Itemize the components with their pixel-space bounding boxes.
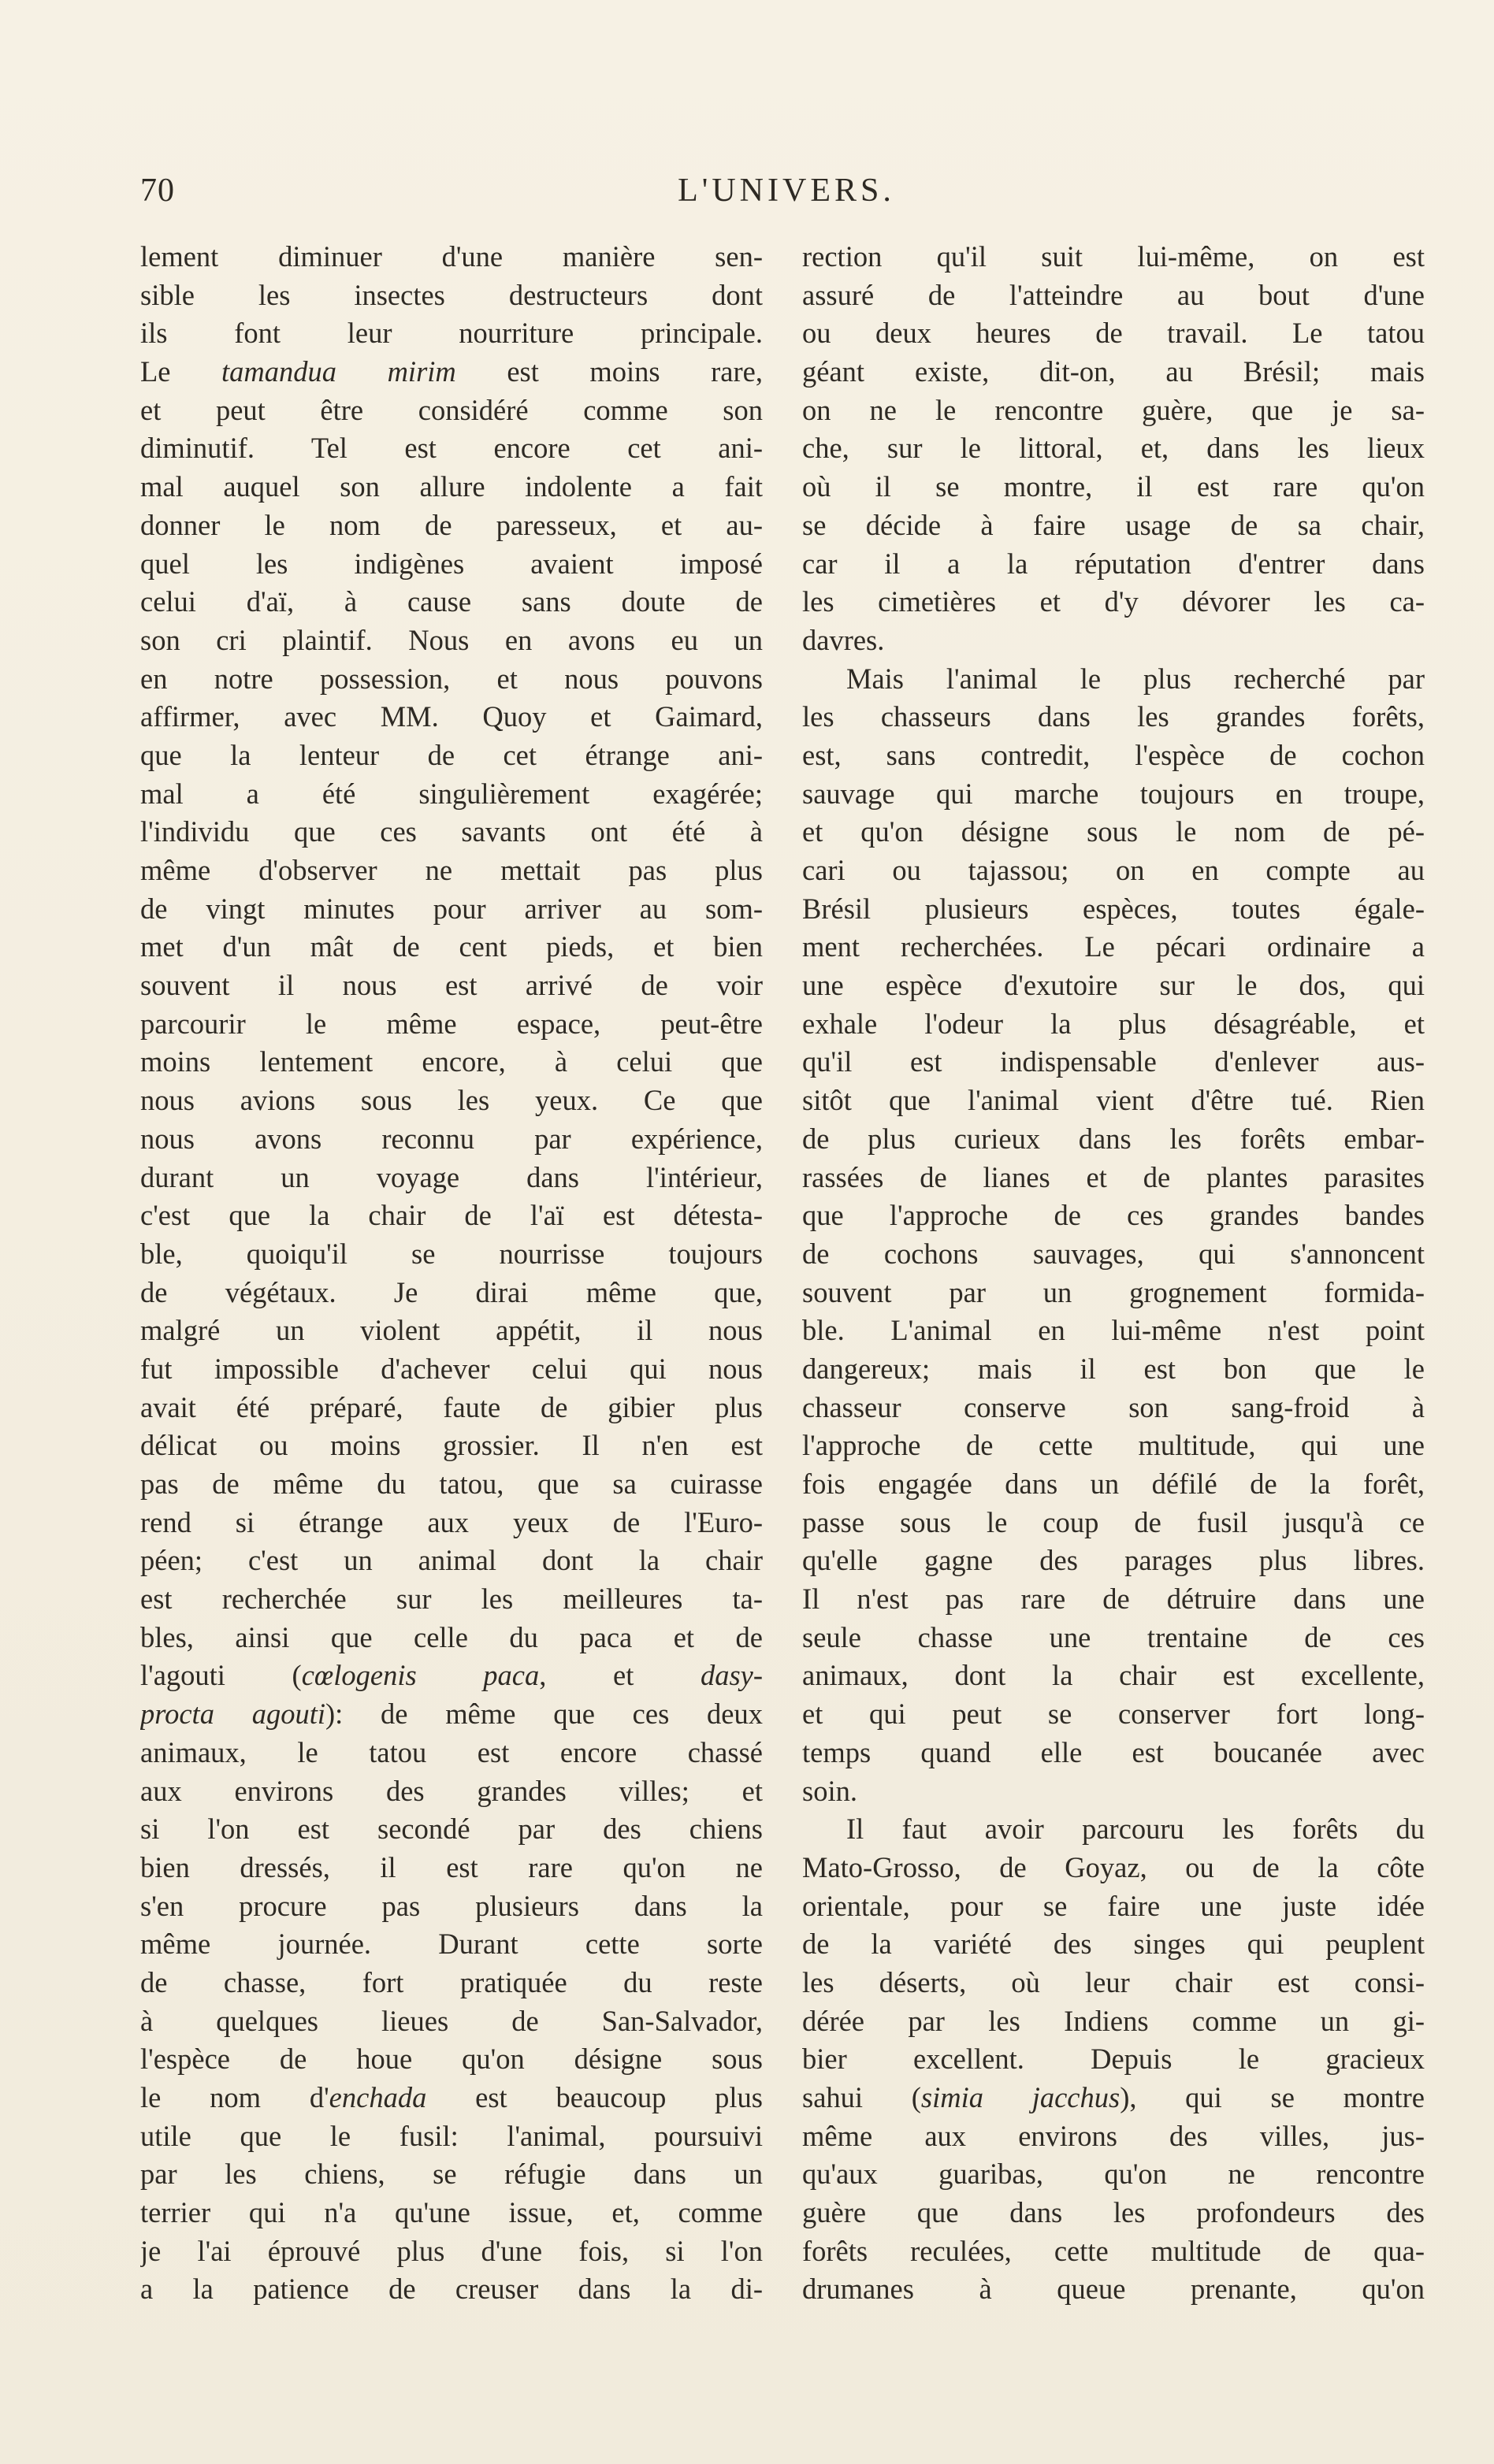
text-line [802, 1810, 1425, 1849]
text-run: temps quand elle est boucanée avec [802, 1735, 1425, 1768]
text-run: l'individu que ces savants ont été à [140, 815, 763, 848]
text-run: ), qui se montre [1120, 2081, 1425, 2113]
text-line [140, 1350, 763, 1389]
text-run: en notre possession, et nous pouvons [140, 662, 763, 695]
text-run: exhale l'odeur la plus désagréable, et [802, 1007, 1425, 1040]
text-run: rend si étrange aux yeux de l'Euro- [140, 1505, 763, 1538]
text-line [140, 1849, 763, 1887]
text-line [140, 1734, 763, 1772]
text-line [140, 1504, 763, 1542]
text-run: à quelques lieues de San-Salvador, [140, 2004, 763, 2037]
text-run: avait été préparé, faute de gibier plus [140, 1390, 763, 1423]
text-line [140, 1274, 763, 1312]
text-line [802, 353, 1425, 391]
text-line [802, 583, 1425, 622]
text-run: ): de même que ces deux [325, 1698, 763, 1731]
text-run: forêts reculées, cette multitude de qua- [802, 2234, 1425, 2267]
text-line [140, 276, 763, 315]
text-run: l'approche de cette multitude, qui une [802, 1429, 1425, 1462]
text-line [802, 429, 1425, 468]
text-run: ils font leur nourriture principale. [140, 317, 763, 350]
text-run: de végétaux. Je dirai même que, [140, 1275, 763, 1308]
text-run: dérée par les Indiens comme un gi- [802, 2004, 1425, 2037]
text-line [802, 2270, 1425, 2309]
right-text-column [802, 238, 1425, 2309]
text-run: parcourir le même espace, peut-être [140, 1007, 763, 1040]
text-run: Mais l'animal le plus recherché par [846, 662, 1425, 695]
text-run: ble. L'animal en lui-même n'est point [802, 1314, 1425, 1347]
text-run: où il se montre, il est rare qu'on [802, 470, 1425, 503]
text-line [802, 1657, 1425, 1695]
text-line [802, 2232, 1425, 2271]
text-run: affirmer, avec MM. Quoy et Gaimard, [140, 700, 763, 733]
text-run: souvent par un grognement formida- [802, 1275, 1425, 1308]
text-run: et qui peut se conserver fort long- [802, 1698, 1425, 1731]
text-line [802, 967, 1425, 1005]
text-run: assuré de l'atteindre au bout d'une [802, 278, 1425, 311]
text-run: nous avions sous les yeux. Ce que [140, 1084, 763, 1117]
text-line [802, 1695, 1425, 1734]
text-line [140, 660, 763, 699]
text-run: on ne le rencontre guère, que je sa- [802, 393, 1425, 426]
text-run: , et [539, 1659, 701, 1692]
text-run: ment recherchées. Le pécari ordinaire a [802, 930, 1425, 963]
text-line [140, 1312, 763, 1350]
text-run: chasseur conserve son sang-froid à [802, 1390, 1425, 1423]
text-line [140, 1657, 763, 1695]
text-run: quel les indigènes avaient imposé [140, 547, 763, 580]
text-line [140, 1082, 763, 1120]
text-line [802, 1542, 1425, 1580]
text-run: de vingt minutes pour arriver au som- [140, 892, 763, 925]
text-line [802, 1925, 1425, 1964]
text-line [802, 1197, 1425, 1235]
text-run: passe sous le coup de fusil jusqu'à ce [802, 1505, 1425, 1538]
text-run: les déserts, où leur chair est consi- [802, 1965, 1425, 1998]
text-run: diminutif. Tel est encore cet ani- [140, 432, 763, 465]
text-run: Il n'est pas rare de détruire dans une [802, 1583, 1425, 1616]
text-run: même d'observer ne mettait pas plus [140, 854, 763, 886]
text-line [140, 2117, 763, 2156]
text-line [140, 507, 763, 545]
text-line [802, 545, 1425, 584]
text-run: sahui ( [802, 2081, 921, 2113]
text-line [140, 1427, 763, 1465]
text-run: je l'ai éprouvé plus d'une fois, si l'on [140, 2234, 763, 2267]
text-run: Brésil plusieurs espèces, toutes égale- [802, 892, 1425, 925]
text-run: animaux, le tatou est encore chassé [140, 1735, 763, 1768]
text-line [802, 1120, 1425, 1159]
text-run: délicat ou moins grossier. Il n'en est [140, 1429, 763, 1462]
text-line [802, 2117, 1425, 2156]
page-header [140, 172, 1433, 219]
text-line [140, 583, 763, 622]
text-line [802, 276, 1425, 315]
text-line [140, 852, 763, 890]
text-run: car il a la réputation d'entrer dans [802, 547, 1425, 580]
text-run: une espèce d'exutoire sur le dos, qui [802, 969, 1425, 1002]
text-line [802, 660, 1425, 699]
text-line [802, 1465, 1425, 1504]
text-line [140, 813, 763, 852]
text-line [140, 1887, 763, 1926]
text-run: sauvage qui marche toujours en troupe, [802, 777, 1425, 810]
text-line [802, 737, 1425, 775]
text-run: fois engagée dans un défilé de la forêt, [802, 1468, 1425, 1500]
text-run: de la variété des singes qui peuplent [802, 1928, 1425, 1961]
italic-term: dasy- [700, 1659, 763, 1692]
text-line [802, 468, 1425, 507]
text-line [802, 1964, 1425, 2002]
text-line [140, 468, 763, 507]
text-run: si l'on est secondé par des chiens [140, 1813, 763, 1846]
text-run: même journée. Durant cette sorte [140, 1928, 763, 1961]
text-run: est, sans contredit, l'espèce de cochon [802, 738, 1425, 771]
text-run: fut impossible d'achever celui qui nous [140, 1352, 763, 1385]
text-line [802, 1005, 1425, 1044]
text-line [802, 2040, 1425, 2079]
text-run: seule chasse une trentaine de ces [802, 1620, 1425, 1653]
text-line [802, 1580, 1425, 1619]
italic-term: simia jacchus [920, 2081, 1120, 2113]
text-line [140, 353, 763, 391]
text-line [140, 1580, 763, 1619]
text-line [140, 545, 763, 584]
text-run: malgré un violent appétit, il nous [140, 1314, 763, 1347]
italic-term: cœlogenis paca [301, 1659, 540, 1692]
text-run: le nom d' [140, 2081, 329, 2113]
text-run: moins lentement encore, à celui que [140, 1045, 763, 1078]
text-run: mal auquel son allure indolente a fait [140, 470, 763, 503]
text-line [140, 890, 763, 929]
text-run: orientale, pour se faire une juste idée [802, 1889, 1425, 1922]
text-line [140, 1005, 763, 1044]
text-run: l'agouti ( [140, 1659, 302, 1692]
text-line [140, 1810, 763, 1849]
text-line [140, 2194, 763, 2232]
text-line [802, 1082, 1425, 1120]
text-run: de cochons sauvages, qui s'annoncent [802, 1237, 1425, 1270]
text-line [140, 1043, 763, 1082]
text-run: pas de même du tatou, que sa cuirasse [140, 1468, 763, 1500]
text-run: qu'aux guaribas, qu'on ne rencontre [802, 2158, 1425, 2191]
text-run: soin. [802, 1774, 857, 1807]
text-line [802, 813, 1425, 852]
text-run: est beaucoup plus [426, 2081, 763, 2113]
text-line [802, 1274, 1425, 1312]
text-line [140, 698, 763, 737]
text-line [140, 429, 763, 468]
text-line [140, 2002, 763, 2041]
text-line [140, 1465, 763, 1504]
text-line [140, 314, 763, 353]
text-line [802, 890, 1425, 929]
text-run: animaux, dont la chair est excellente, [802, 1659, 1425, 1692]
text-run: dangereux; mais il est bon que le [802, 1352, 1425, 1385]
italic-term: tamandua mirim [221, 355, 456, 388]
text-line [140, 1925, 763, 1964]
text-line [802, 928, 1425, 967]
text-line [802, 2155, 1425, 2194]
text-line [140, 967, 763, 1005]
text-line [140, 737, 763, 775]
text-run: met d'un mât de cent pieds, et bien [140, 930, 763, 963]
text-line [802, 1159, 1425, 1197]
text-run: qu'il est indispensable d'enlever aus- [802, 1045, 1425, 1078]
text-line [140, 2079, 763, 2117]
text-run: que la lenteur de cet étrange ani- [140, 738, 763, 771]
text-run: drumanes à queue prenante, qu'on [802, 2273, 1425, 2306]
text-line [802, 852, 1425, 890]
text-run: de chasse, fort pratiquée du reste [140, 1965, 763, 1998]
page-number: 70 [140, 173, 175, 209]
text-line [802, 775, 1425, 814]
text-line [140, 1695, 763, 1734]
text-run: mal a été singulièrement exagérée; [140, 777, 763, 810]
italic-term: enchada [329, 2081, 427, 2113]
text-run: c'est que la chair de l'aï est détesta- [140, 1199, 763, 1232]
text-run: durant un voyage dans l'intérieur, [140, 1160, 763, 1193]
text-line [140, 1772, 763, 1811]
text-run: est recherchée sur les meilleures ta- [140, 1583, 763, 1616]
text-line [140, 928, 763, 967]
text-run: che, sur le littoral, et, dans les lieux [802, 432, 1425, 465]
text-line [802, 2079, 1425, 2117]
text-run: l'espèce de houe qu'on désigne sous [140, 2043, 763, 2076]
text-run: donner le nom de paresseux, et au- [140, 508, 763, 541]
text-line [140, 1197, 763, 1235]
text-line [802, 1427, 1425, 1465]
text-line [140, 1235, 763, 1274]
text-run: terrier qui n'a qu'une issue, et, comme [140, 2196, 763, 2229]
text-line [802, 1849, 1425, 1887]
text-run: a la patience de creuser dans la di- [140, 2273, 763, 2306]
text-run: rassées de lianes et de plantes parasites [802, 1160, 1425, 1193]
text-run: sitôt que l'animal vient d'être tué. Rien [802, 1084, 1425, 1117]
text-line [140, 2270, 763, 2309]
text-line [140, 1389, 763, 1427]
text-run: Le [140, 355, 222, 388]
text-line [802, 698, 1425, 737]
text-line [140, 1159, 763, 1197]
text-run: les chasseurs dans les grandes forêts, [802, 700, 1425, 733]
text-line [802, 1504, 1425, 1542]
text-run: nous avons reconnu par expérience, [140, 1122, 763, 1155]
text-run: guère que dans les profondeurs des [802, 2196, 1425, 2229]
text-run: Il faut avoir parcouru les forêts du [846, 1813, 1425, 1846]
text-line [802, 391, 1425, 430]
text-run: qu'elle gagne des parages plus libres. [802, 1544, 1425, 1577]
text-run: ble, quoiqu'il se nourrisse toujours [140, 1237, 763, 1270]
text-line [140, 2040, 763, 2079]
text-run: ou deux heures de travail. Le tatou [802, 317, 1425, 350]
text-run: bien dressés, il est rare qu'on ne [140, 1850, 763, 1883]
text-line [802, 1312, 1425, 1350]
text-run: utile que le fusil: l'animal, poursuivi [140, 2119, 763, 2152]
text-line [802, 1619, 1425, 1657]
text-line [140, 238, 763, 276]
italic-term: procta agouti [140, 1698, 325, 1731]
text-run: celui d'aï, à cause sans doute de [140, 585, 763, 618]
text-run: cari ou tajassou; on en compte au [802, 854, 1425, 886]
text-line [802, 1887, 1425, 1926]
text-run: de plus curieux dans les forêts embar- [802, 1122, 1425, 1155]
text-line [140, 775, 763, 814]
text-line [802, 622, 1425, 660]
text-run: par les chiens, se réfugie dans un [140, 2158, 763, 2191]
text-line [140, 1619, 763, 1657]
text-line [140, 2232, 763, 2271]
text-line [140, 1120, 763, 1159]
text-line [802, 2002, 1425, 2041]
text-run: bles, ainsi que celle du paca et de [140, 1620, 763, 1653]
text-run: bier excellent. Depuis le gracieux [802, 2043, 1425, 2076]
text-line [802, 507, 1425, 545]
text-run: aux environs des grandes villes; et [140, 1774, 763, 1807]
text-line [802, 1734, 1425, 1772]
text-line [802, 2194, 1425, 2232]
text-run: rection qu'il suit lui-même, on est [802, 240, 1425, 273]
text-line [140, 1542, 763, 1580]
text-run: que l'approche de ces grandes bandes [802, 1199, 1425, 1232]
text-line [802, 238, 1425, 276]
text-run: souvent il nous est arrivé de voir [140, 969, 763, 1002]
text-line [802, 314, 1425, 353]
text-line [802, 1389, 1425, 1427]
text-run: Mato-Grosso, de Goyaz, ou de la côte [802, 1850, 1425, 1883]
text-run: se décide à faire usage de sa chair, [802, 508, 1425, 541]
text-run: et peut être considéré comme son [140, 393, 763, 426]
text-run: sible les insectes destructeurs dont [140, 278, 763, 311]
text-run: lement diminuer d'une manière sen- [140, 240, 763, 273]
text-run: même aux environs des villes, jus- [802, 2119, 1425, 2152]
text-run: géant existe, dit-on, au Brésil; mais [802, 355, 1425, 388]
text-run: est moins rare, [455, 355, 763, 388]
text-line [140, 391, 763, 430]
text-run: son cri plaintif. Nous en avons eu un [140, 623, 763, 656]
text-run: péen; c'est un animal dont la chair [140, 1544, 763, 1577]
text-line [802, 1350, 1425, 1389]
running-title: L'UNIVERS. [678, 173, 895, 209]
text-run: davres. [802, 623, 885, 656]
text-run: s'en procure pas plusieurs dans la [140, 1889, 763, 1922]
text-run: les cimetières et d'y dévorer les ca- [802, 585, 1425, 618]
text-run: et qu'on désigne sous le nom de pé- [802, 815, 1425, 848]
text-line [140, 1964, 763, 2002]
text-line [802, 1772, 1425, 1811]
text-line [140, 2155, 763, 2194]
text-line [802, 1235, 1425, 1274]
text-line [140, 622, 763, 660]
left-text-column [140, 238, 763, 2309]
text-line [802, 1043, 1425, 1082]
